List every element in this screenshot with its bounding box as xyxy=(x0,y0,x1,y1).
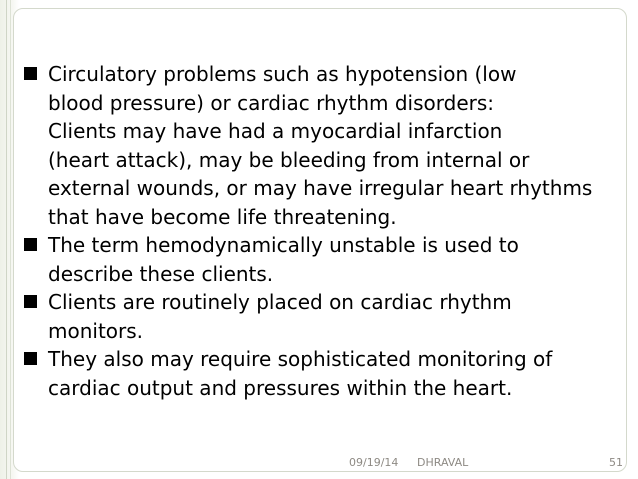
bullet-text-line: The term hemodynamically unstable is used to xyxy=(48,233,519,257)
bullet-text-line: Circulatory problems such as hypotension (low xyxy=(48,62,517,86)
square-bullet-icon xyxy=(24,67,37,80)
bullet-text-line: blood pressure) or cardiac rhythm disorders: xyxy=(48,90,495,115)
bullet-text-line: Clients are routinely placed on cardiac rhythm xyxy=(48,290,512,314)
bullet-list xyxy=(22,60,593,402)
square-bullet-icon xyxy=(24,295,37,308)
bullet-item xyxy=(22,288,582,345)
footer-author: DHRAVAL xyxy=(417,456,469,469)
footer-date: 09/19/14 xyxy=(349,456,399,469)
decorative-frame-line xyxy=(10,0,11,479)
bullet-text-line: Clients may have had a myocardial infarction xyxy=(48,119,503,143)
bullet-item xyxy=(22,345,582,402)
bullet-item xyxy=(22,231,582,288)
bullet-text-line: describe these clients. xyxy=(48,261,274,286)
square-bullet-icon xyxy=(24,352,37,365)
bullet-text-line: monitors. xyxy=(48,318,144,343)
footer-page-number: 51 xyxy=(609,456,623,469)
decorative-frame-line xyxy=(6,0,7,479)
square-bullet-icon xyxy=(24,238,37,251)
bullet-item xyxy=(22,60,593,231)
bullet-text-line: (heart attack), may be bleeding from internal or xyxy=(48,147,530,172)
bullet-text-line: that have become life threatening. xyxy=(48,204,397,229)
bullet-text-line: They also may require sophisticated monitoring of xyxy=(48,347,553,371)
bullet-text-line: external wounds, or may have irregular heart rhythms xyxy=(48,176,593,200)
bullet-text-line: cardiac output and pressures within the heart. xyxy=(48,375,513,400)
